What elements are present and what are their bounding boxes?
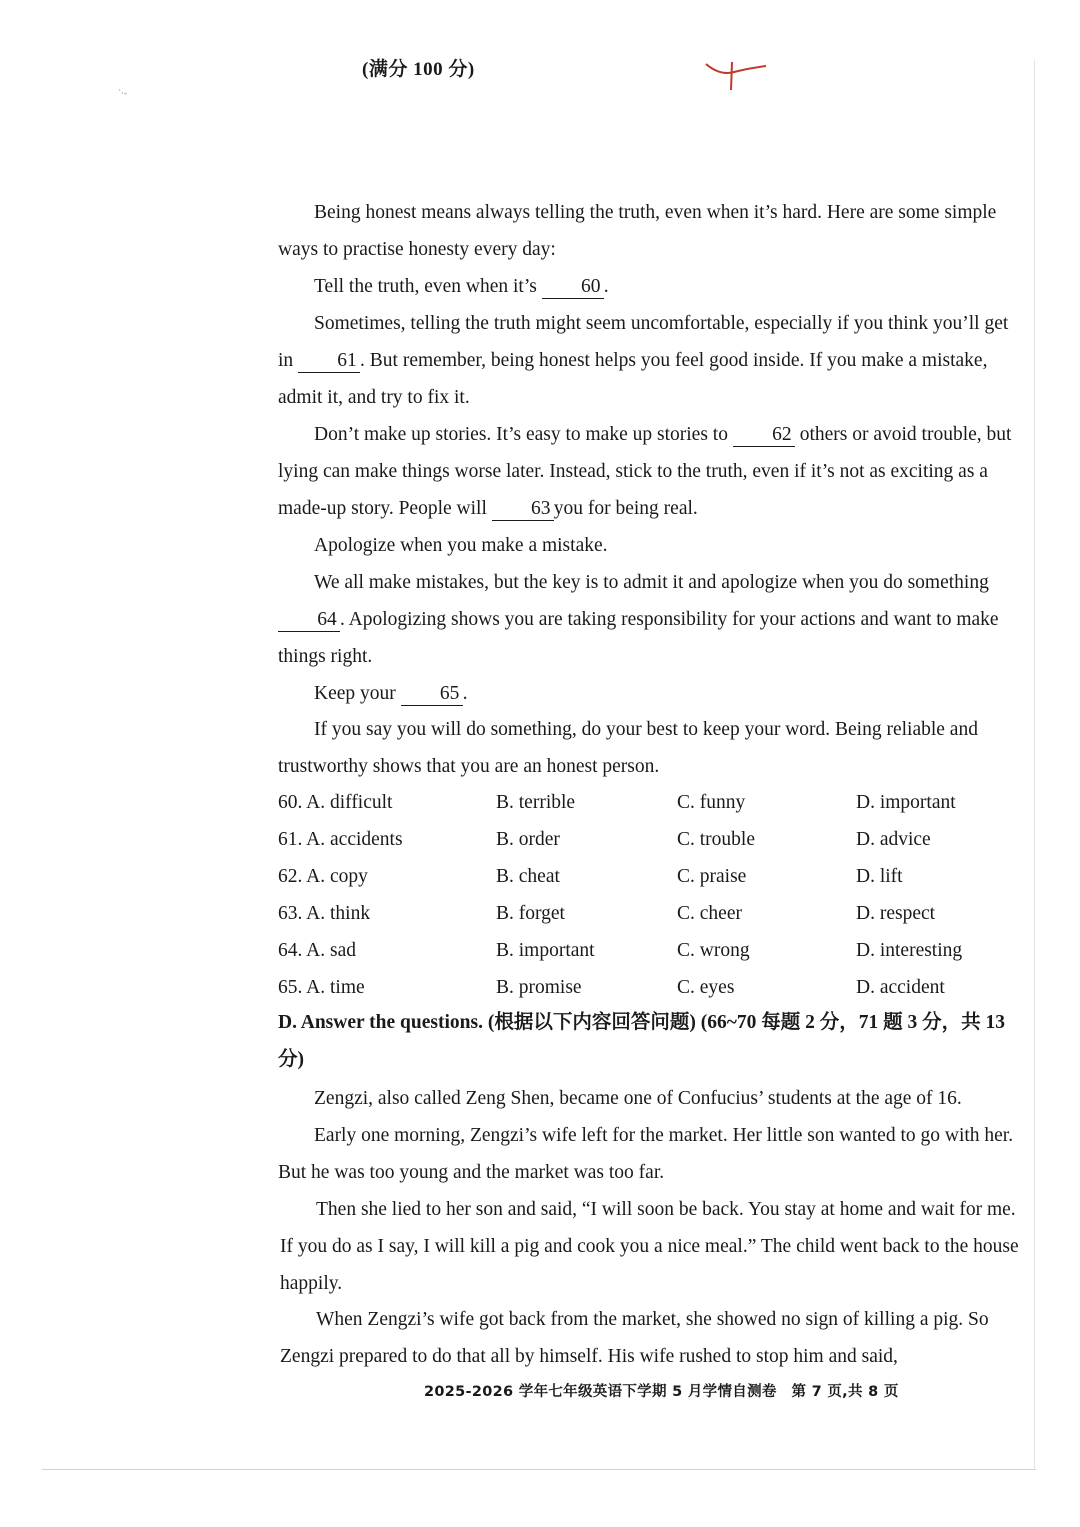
option-b: B. important	[496, 939, 595, 961]
option-b: B. promise	[496, 976, 582, 998]
option-c: C. cheer	[677, 902, 742, 924]
option-a: 60. A. difficult	[278, 791, 393, 813]
blank-65: 65	[401, 683, 463, 706]
option-a: 64. A. sad	[278, 939, 356, 961]
tip-keep-promise: Keep your 65 .	[314, 683, 468, 704]
passage-paragraph-4: We all make mistakes, but the key is to admit it and apologize when you do something 64 . Apologizing shows you are taking responsibility for your actions and want to make things right.	[278, 572, 999, 667]
blank-60: 60	[542, 276, 604, 299]
red-pen-mark	[700, 56, 772, 96]
option-a: 61. A. accidents	[278, 828, 403, 850]
option-b: B. order	[496, 828, 560, 850]
passage-paragraph-3: Don’t make up stories. It’s easy to make up stories to 62 others or avoid trouble, but lying can make things worse later. Instead, stick to the truth, even if it’s not as exciting as a made-up story. People will 63 you for being real.	[278, 424, 1012, 519]
zengzi-paragraph-3: Then she lied to her son and said, “I will soon be back. You stay at home and wait for me. If you do as I say, I will kill a pig and cook you a nice meal.” The child went back to the house happily.	[280, 1199, 1019, 1294]
option-d: D. important	[856, 791, 956, 813]
option-a: 63. A. think	[278, 902, 371, 924]
option-row-60	[278, 784, 1018, 821]
option-row-63	[278, 895, 1018, 932]
passage-paragraph-2: Sometimes, telling the truth might seem uncomfortable, especially if you think you’ll get in 61 . But remember, being honest helps you feel good inside. If you make a mistake, admit it, and try to fix it.	[278, 313, 1009, 408]
option-c: C. eyes	[677, 976, 735, 998]
option-d: D. lift	[856, 865, 903, 887]
option-c: C. praise	[677, 865, 747, 887]
option-d: D. respect	[856, 902, 936, 924]
option-a: 62. A. copy	[278, 865, 368, 887]
tip-apologize: Apologize when you make a mistake.	[314, 535, 608, 556]
option-d: D. advice	[856, 828, 931, 850]
option-row-62	[278, 858, 1018, 895]
option-d: D. accident	[856, 976, 945, 998]
blank-61: 61	[298, 350, 360, 373]
option-d: D. interesting	[856, 939, 963, 961]
scan-speck: `·-	[118, 88, 127, 98]
zengzi-paragraph-1: Zengzi, also called Zeng Shen, became one of Confucius’ students at the age of 16.	[314, 1088, 962, 1109]
option-c: C. wrong	[677, 939, 750, 961]
page-footer: 2025-2026 学年七年级英语下学期 5 月学情自测卷 第 7 页,共 8 页	[424, 1384, 899, 1400]
option-row-64	[278, 932, 1018, 969]
option-a: 65. A. time	[278, 976, 365, 998]
blank-64: 64	[278, 609, 340, 632]
option-b: B. terrible	[496, 791, 576, 813]
option-c: C. trouble	[677, 828, 755, 850]
tip-tell-truth: Tell the truth, even when it’s 60 .	[314, 276, 609, 297]
option-b: B. cheat	[496, 865, 560, 887]
section-d-heading: D. Answer the questions. (根据以下内容回答问题) (66~70 每题 2 分，71 题 3 分，共 13 分)	[278, 1012, 1005, 1070]
blank-62: 62	[733, 424, 795, 447]
option-row-61	[278, 821, 1018, 858]
zengzi-paragraph-4: When Zengzi’s wife got back from the market, she showed no sign of killing a pig. So Zengzi prepared to do that all by himself. His wife rushed to stop him and said,	[280, 1309, 989, 1367]
answer-options	[278, 784, 1018, 1006]
passage-intro: Being honest means always telling the truth, even when it’s hard. Here are some simple ways to practise honesty every day:	[278, 202, 997, 260]
blank-63: 63	[492, 498, 554, 521]
zengzi-paragraph-2: Early one morning, Zengzi’s wife left for the market. Her little son wanted to go with her. But he was too young and the market was too far.	[278, 1125, 1014, 1183]
scan-edge-bottom	[42, 1469, 1036, 1470]
score-note: (满分 100 分)	[362, 59, 475, 80]
scan-edge-right	[1034, 60, 1035, 1470]
passage-paragraph-5: If you say you will do something, do your best to keep your word. Being reliable and trustworthy shows that you are an honest person.	[278, 719, 978, 777]
option-c: C. funny	[677, 791, 746, 813]
option-b: B. forget	[496, 902, 565, 924]
option-row-65	[278, 969, 1018, 1006]
